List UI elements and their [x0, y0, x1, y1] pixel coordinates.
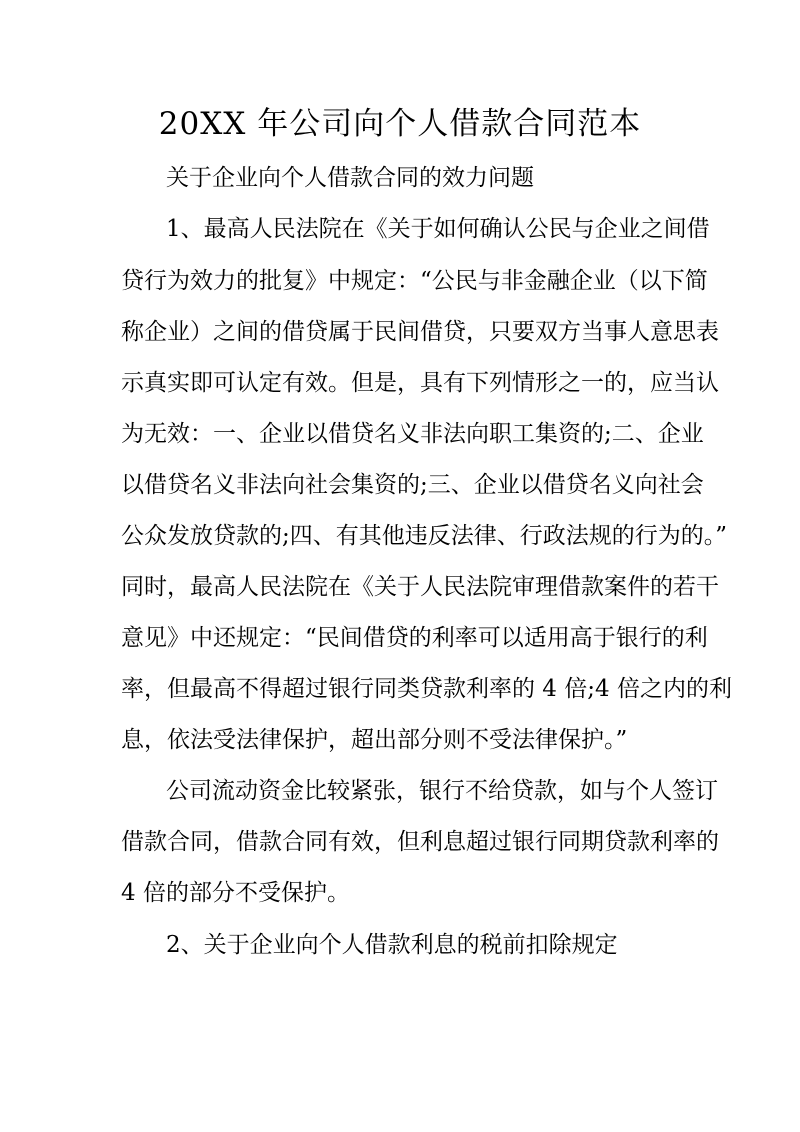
section-heading-validity: 关于企业向个人借款合同的效力问题 [166, 165, 534, 191]
paragraph-line: 贷行为效力的批复》中规定：“公民与非金融企业（以下简 [121, 268, 708, 294]
paragraph-line: 公司流动资金比较紧张，银行不给贷款，如与个人签订 [166, 778, 718, 804]
paragraph-line: 率，但最高不得超过银行同类贷款利率的 4 倍;4 倍之内的利 [121, 676, 732, 702]
paragraph-line: 4 倍的部分不受保护。 [121, 880, 350, 906]
paragraph-line: 公众发放贷款的;四、有其他违反法律、行政法规的行为的。” [121, 523, 728, 549]
paragraph-line: 借款合同，借款合同有效，但利息超过银行同期贷款利率的 [121, 829, 719, 855]
paragraph-line: 息，依法受法律保护，超出部分则不受法律保护。” [121, 727, 628, 753]
section-heading-tax-deduction: 2、关于企业向个人借款利息的税前扣除规定 [166, 932, 618, 958]
paragraph-line: 意见》中还规定：“民间借贷的利率可以适用高于银行的利 [121, 625, 708, 651]
paragraph-line: 为无效：一、企业以借贷名义非法向职工集资的;二、企业 [121, 421, 704, 447]
paragraph-line: 同时，最高人民法院在《关于人民法院审理借款案件的若干 [121, 574, 719, 600]
paragraph-line: 示真实即可认定有效。但是，具有下列情形之一的，应当认 [121, 370, 719, 396]
paragraph-line: 1、最高人民法院在《关于如何确认公民与企业之间借 [166, 216, 710, 242]
document-title: 20XX 年公司向个人借款合同范本 [158, 106, 642, 142]
paragraph-line: 以借贷名义非法向社会集资的;三、企业以借贷名义向社会 [121, 472, 704, 498]
paragraph-line: 称企业）之间的借贷属于民间借贷，只要双方当事人意思表 [121, 319, 719, 345]
